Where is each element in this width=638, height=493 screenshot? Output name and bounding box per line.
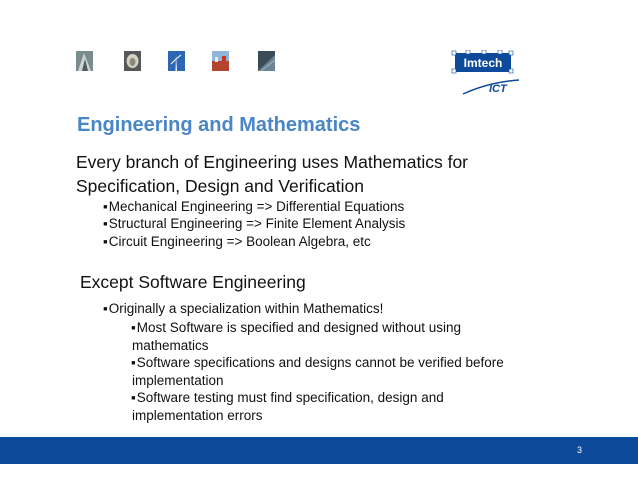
- wind-turbine-photo-icon: [168, 51, 185, 71]
- sub-point-continuation: mathematics: [132, 338, 209, 353]
- example-item: ▪ Structural Engineering => Finite Element Analysis: [103, 216, 405, 231]
- slide-title: Engineering and Mathematics: [77, 114, 361, 136]
- imtech-logo: [449, 50, 559, 100]
- logo-name: Imtech: [463, 56, 503, 70]
- sub-point: ▪ Software testing must find specification, design and: [131, 390, 444, 405]
- intro-line-1: Every branch of Engineering uses Mathematics for: [76, 152, 468, 172]
- building-photo-icon: [76, 51, 93, 71]
- glass-building-photo-icon: [258, 51, 275, 71]
- exception-point: ▪ Originally a specialization within Mathematics!: [103, 301, 383, 316]
- exception-heading: Except Software Engineering: [80, 272, 306, 292]
- page-number: 3: [576, 445, 582, 455]
- sub-point: ▪ Software specifications and designs cannot be verified before: [131, 355, 504, 370]
- example-item: ▪ Circuit Engineering => Boolean Algebra, etc: [103, 234, 371, 249]
- intro-line-2: Specification, Design and Verification: [76, 176, 364, 196]
- harbor-photo-icon: [212, 51, 229, 71]
- sub-point: ▪ Most Software is specified and designed without using: [131, 320, 461, 335]
- example-item: ▪ Mechanical Engineering => Differential Equations: [103, 199, 404, 214]
- sub-point-continuation: implementation: [132, 373, 224, 388]
- tunnel-photo-icon: [124, 51, 141, 71]
- sub-point-continuation: implementation errors: [132, 408, 263, 423]
- logo-sub: ICT: [489, 83, 507, 95]
- footer-bar: [0, 437, 638, 464]
